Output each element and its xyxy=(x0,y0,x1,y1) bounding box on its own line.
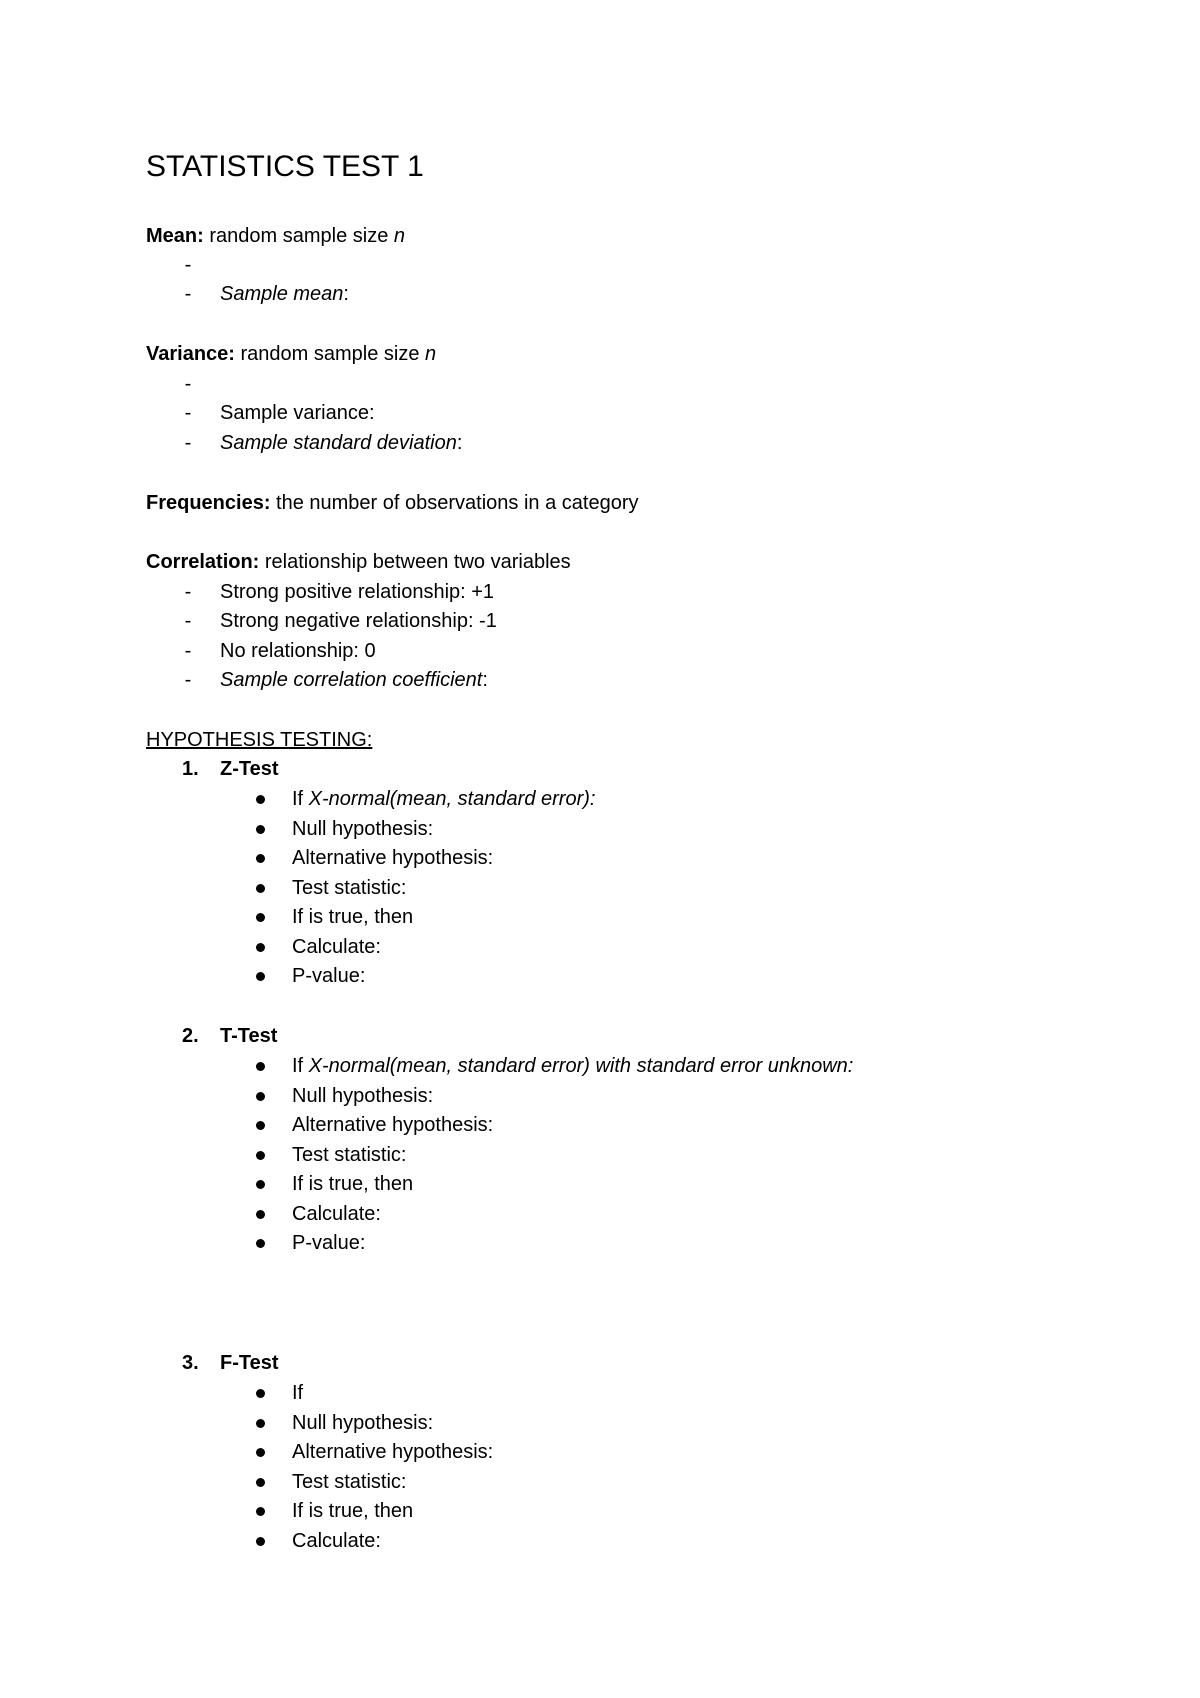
variance-item-sample-sd: Sample standard deviation: xyxy=(220,432,463,454)
bullet-dot xyxy=(256,795,265,804)
dash-marker: - xyxy=(184,432,192,454)
bullet-dot xyxy=(256,913,265,922)
bullet-dot xyxy=(256,943,265,952)
test-item: P-value: xyxy=(292,1232,366,1254)
dash-marker: - xyxy=(184,610,192,632)
page-title: STATISTICS TEST 1 xyxy=(146,150,424,183)
test-item: Calculate: xyxy=(292,936,381,958)
test-item: Test statistic: xyxy=(292,877,407,899)
correlation-heading xyxy=(146,550,571,574)
correlation-desc: relationship between two variables xyxy=(259,551,571,573)
bullet-dot xyxy=(256,1239,265,1248)
test-if-line: If xyxy=(292,1382,304,1404)
mean-var: n xyxy=(393,225,405,247)
frequencies-label: Frequencies: xyxy=(146,492,271,514)
test-number: 1. xyxy=(182,758,199,780)
dash-marker: - xyxy=(184,669,192,691)
variance-var: n xyxy=(425,343,437,365)
test-item: Test statistic: xyxy=(292,1144,407,1166)
bullet-dot xyxy=(256,1092,265,1101)
bullet-dot xyxy=(256,972,265,981)
frequencies-desc: the number of observations in a category xyxy=(270,492,639,514)
correlation-label: Correlation: xyxy=(146,551,260,573)
test-item: Alternative hypothesis: xyxy=(292,1114,494,1136)
bullet-dot xyxy=(256,1062,265,1071)
test-item: If is true, then xyxy=(292,1173,414,1195)
mean-label: Mean: xyxy=(146,225,204,247)
bullet-dot xyxy=(256,1478,265,1487)
variance-desc: random sample size xyxy=(234,343,426,365)
bullet-dot xyxy=(256,1448,265,1457)
test-item: Null hypothesis: xyxy=(292,1085,434,1107)
dash-marker: - xyxy=(184,254,192,276)
test-name-t: T-Test xyxy=(220,1025,278,1047)
test-item: Null hypothesis: xyxy=(292,818,434,840)
test-item: P-value: xyxy=(292,965,366,987)
variance-item-sample-variance: Sample variance: xyxy=(220,402,375,424)
bullet-dot xyxy=(256,884,265,893)
frequencies-heading xyxy=(146,491,638,515)
correlation-item: No relationship: 0 xyxy=(220,640,376,662)
bullet-dot xyxy=(256,1537,265,1546)
bullet-dot xyxy=(256,1389,265,1398)
bullet-dot xyxy=(256,1151,265,1160)
dash-marker: - xyxy=(184,283,192,305)
test-if-line: If X-normal(mean, standard error) with standard error unknown: xyxy=(292,1055,854,1077)
test-item: Alternative hypothesis: xyxy=(292,847,494,869)
mean-item-sample-mean: Sample mean: xyxy=(220,283,349,305)
test-item: If is true, then xyxy=(292,1500,414,1522)
correlation-item: Strong negative relationship: -1 xyxy=(220,610,497,632)
mean-desc: random sample size xyxy=(203,225,394,247)
bullet-dot xyxy=(256,1419,265,1428)
variance-label: Variance: xyxy=(146,343,235,365)
bullet-dot xyxy=(256,825,265,834)
bullet-dot xyxy=(256,854,265,863)
test-name-z: Z-Test xyxy=(220,758,279,780)
dash-marker: - xyxy=(184,640,192,662)
bullet-dot xyxy=(256,1210,265,1219)
correlation-item: Strong positive relationship: +1 xyxy=(220,581,495,603)
test-if-line: If X-normal(mean, standard error): xyxy=(292,788,596,810)
test-item: Alternative hypothesis: xyxy=(292,1441,494,1463)
dash-marker: - xyxy=(184,402,192,424)
test-number: 3. xyxy=(182,1352,199,1374)
mean-heading xyxy=(146,224,405,248)
bullet-dot xyxy=(256,1180,265,1189)
dash-marker: - xyxy=(184,373,192,395)
test-item: Calculate: xyxy=(292,1530,381,1552)
test-item: Calculate: xyxy=(292,1203,381,1225)
correlation-item-sample-coefficient: Sample correlation coefficient: xyxy=(220,669,488,691)
test-item: If is true, then xyxy=(292,906,414,928)
test-name-f: F-Test xyxy=(220,1352,279,1374)
bullet-dot xyxy=(256,1507,265,1516)
test-number: 2. xyxy=(182,1025,199,1047)
variance-heading xyxy=(146,342,436,366)
hypothesis-heading: HYPOTHESIS TESTING: xyxy=(146,729,373,751)
bullet-dot xyxy=(256,1121,265,1130)
test-item: Test statistic: xyxy=(292,1471,407,1493)
dash-marker: - xyxy=(184,581,192,603)
test-item: Null hypothesis: xyxy=(292,1412,434,1434)
